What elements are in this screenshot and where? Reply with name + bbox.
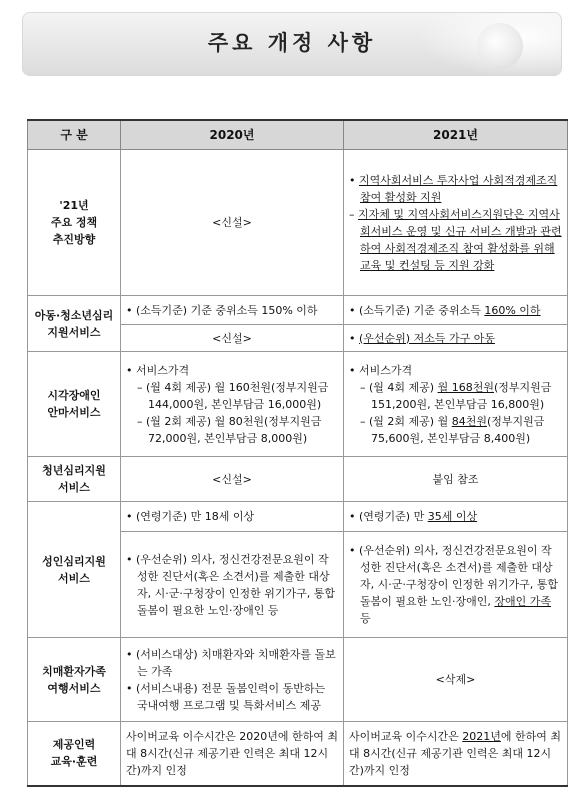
cell-text: (소득기준) 기준 중위소득: [359, 303, 485, 317]
youth-center-2021: 붙임 참조: [344, 457, 568, 502]
changed-text: 160% 이하: [484, 303, 541, 317]
table-header-row: [28, 120, 568, 150]
row-category-dementia: [28, 638, 121, 722]
category-line: 치매환자가족: [42, 664, 106, 678]
visual-2020: [121, 352, 344, 457]
title-banner: [22, 12, 562, 76]
category-line: 안마서비스: [47, 406, 101, 419]
header-category: 구 분: [28, 120, 121, 150]
dash-item: – 지자체 및 지역사회서비스지원단은 지역사회서비스 운영 및 신규 서비스 개발과 관련하여 사회적경제조직 참여 활성화를 위해 교육 및 컨설팅 등 지원 강화: [349, 207, 562, 272]
cell-text: (우선순위) 의사, 정신건강전문요원이 작성한 진단서(혹은 소견서)를 제출한 대상자, 시·군·구청장이 인정한 위기가구, 통합돌봄이 필요한 노인·장애인 등: [136, 552, 335, 617]
category-line: '21년: [59, 199, 89, 212]
category-line: 서비스: [58, 481, 90, 494]
changed-text: 2021년: [462, 729, 501, 743]
policy-2021: [344, 150, 568, 296]
cell-text: 151,200원, 본인부담금 16,800원): [371, 397, 545, 411]
category-line: 청년심리지원: [42, 464, 106, 477]
dash-item: – (월 4회 제공) 월 168천원(정부지원금: [360, 380, 552, 394]
cell-text: 등: [360, 612, 371, 625]
category-line: 서비스: [58, 571, 90, 585]
bullet-item: • 서비스가격: [126, 363, 190, 377]
youth-psych-income-2020: • (소득기준) 기준 중위소득 150% 이하: [121, 296, 344, 325]
cell-text: 75,600원, 본인부담금 8,400원): [371, 431, 531, 445]
dash-item: – (월 2회 제공) 월 80천원(정부지원금: [137, 414, 322, 428]
cell-text: 서비스가격: [359, 363, 413, 377]
revision-table: [27, 119, 568, 787]
cell-text: (서비스내용) 전문 돌봄인력이 동반하는 국내여행 프로그램 및 특화서비스 제공: [136, 681, 326, 712]
training-2021: [344, 722, 568, 786]
row-category-youth-center: [28, 457, 121, 502]
category-line: 지원서비스: [47, 325, 101, 339]
bullet-text: 지역사회서비스 투자사업 사회적경제조직 참여 활성화 지원: [359, 173, 558, 204]
cell-text: (정부지원금: [486, 414, 545, 428]
dementia-2020: [121, 638, 344, 722]
category-line: 제공인력: [52, 738, 96, 752]
training-2020: 사이버교육 이수시간은 2020년에 한하여 최대 8시간(신규 제공기관 인력은 최대 12시간)까지 인정: [121, 722, 344, 786]
changed-text: 84천원: [451, 414, 487, 428]
cell-text: (서비스대상) 치매환자와 치매환자를 돌보는 가족: [136, 647, 336, 678]
adult-psych-priority-2020: [121, 532, 344, 638]
youth-psych-priority-2020: <신설>: [121, 325, 344, 352]
dementia-2021: <삭제>: [344, 638, 568, 722]
bullet-item: • (우선순위) 의사, 정신건강전문요원이 작성한 진단서(혹은 소견서)를 제출한 대상자, 시·군·구청장이 인정한 위기가구, 통합돌봄이 필요한 노인·장애인, 장애인 가족 등: [349, 544, 558, 625]
cell-text: (월 2회 제공) 월 80천원(정부지원금: [146, 414, 322, 428]
category-line: 성인심리지원: [42, 554, 106, 568]
category-line: 시각장애인: [47, 389, 101, 402]
category-line: 추진방향: [52, 233, 96, 246]
cell-text: (월 2회 제공) 월: [369, 414, 452, 428]
youth-psych-income-2021: • (소득기준) 기준 중위소득 160% 이하: [344, 296, 568, 325]
table-row: [28, 502, 568, 532]
cell-text: 서비스가격: [136, 363, 190, 377]
adult-psych-age-2020: • (연령기준) 만 18세 이상: [121, 502, 344, 532]
dash-text: 지자체 및 지역사회서비스지원단은 지역사회서비스 운영 및 신규 서비스 개발과 관련하여 사회적경제조직 참여 활성화를 위해 교육 및 컨설팅 등 지원 강화: [358, 207, 562, 272]
row-category-policy: [28, 150, 121, 296]
visual-2021: [344, 352, 568, 457]
bullet-item: • (서비스대상) 치매환자와 치매환자를 돌보는 가족: [126, 647, 336, 678]
cell-text: (연령기준) 만 18세 이상: [136, 510, 255, 523]
dash-item: – (월 4회 제공) 월 160천원(정부지원금: [137, 380, 329, 394]
row-category-visual: [28, 352, 121, 457]
cell-text: 에 한하여 최대 8시간(신규 제공기관 인력은 최대 12시간)까지 인정: [349, 729, 562, 777]
header-2020: 2020년: [121, 120, 344, 150]
bullet-item: • 지역사회서비스 투자사업 사회적경제조직 참여 활성화 지원: [349, 173, 558, 204]
category-line: 아동·청소년심리: [34, 308, 114, 322]
table-row: [28, 352, 568, 457]
changed-text: 장애인 가족: [494, 595, 552, 608]
changed-text: (우선순위) 저소득 가구 아동: [359, 331, 495, 345]
bullet-item: • 서비스가격: [349, 363, 413, 377]
bullet-item: • (우선순위) 의사, 정신건강전문요원이 작성한 진단서(혹은 소견서)를 제출한 대상자, 시·군·구청장이 인정한 위기가구, 통합돌봄이 필요한 노인·장애인 등: [126, 552, 335, 617]
cell-text: 72,000원, 본인부담금 8,000원): [148, 431, 308, 445]
cell-text: (우선순위) 의사, 정신건강전문요원이 작성한 진단서(혹은 소견서)를 제출한 대상자, 시·군·구청장이 인정한 위기가구, 통합돌봄이 필요한 노인·장애인,: [359, 544, 558, 608]
adult-psych-priority-2021: [344, 532, 568, 638]
cell-text: (월 4회 제공): [369, 380, 438, 394]
changed-text: 35세 이상: [427, 510, 478, 523]
page-title: 주요 개정 사항: [207, 31, 377, 55]
policy-2020: <신설>: [121, 150, 344, 296]
row-category-training: [28, 722, 121, 786]
row-category-adult-psych: [28, 502, 121, 638]
cell-text: 사이버교육 이수시간은: [349, 729, 463, 743]
cell-text: (월 4회 제공) 월 160천원(정부지원금: [146, 380, 329, 394]
table-row: [28, 722, 568, 786]
row-category-youth-psych: [28, 296, 121, 352]
changed-text: 월 168천원: [437, 380, 494, 394]
adult-psych-age-2021: • (연령기준) 만 35세 이상: [344, 502, 568, 532]
cell-text: (정부지원금: [493, 380, 552, 394]
cell-text: 144,000원, 본인부담금 16,000원): [148, 397, 322, 411]
youth-center-2020: <신설>: [121, 457, 344, 502]
cell-text: (연령기준) 만: [359, 510, 428, 523]
table-row: [28, 150, 568, 296]
category-line: 여행서비스: [47, 681, 101, 695]
dash-item: – (월 2회 제공) 월 84천원(정부지원금: [360, 414, 545, 428]
bullet-item: • (서비스내용) 전문 돌봄인력이 동반하는 국내여행 프로그램 및 특화서비스 제공: [126, 681, 326, 712]
table-row: [28, 638, 568, 722]
category-line: 주요 정책: [50, 216, 98, 229]
table-row: [28, 457, 568, 502]
category-line: 교육·훈련: [50, 755, 98, 769]
youth-psych-priority-2021: • (우선순위) 저소득 가구 아동: [344, 325, 568, 352]
cell-text: (소득기준) 기준 중위소득 150% 이하: [136, 303, 318, 317]
header-2021: 2021년: [344, 120, 568, 150]
table-row: [28, 296, 568, 325]
